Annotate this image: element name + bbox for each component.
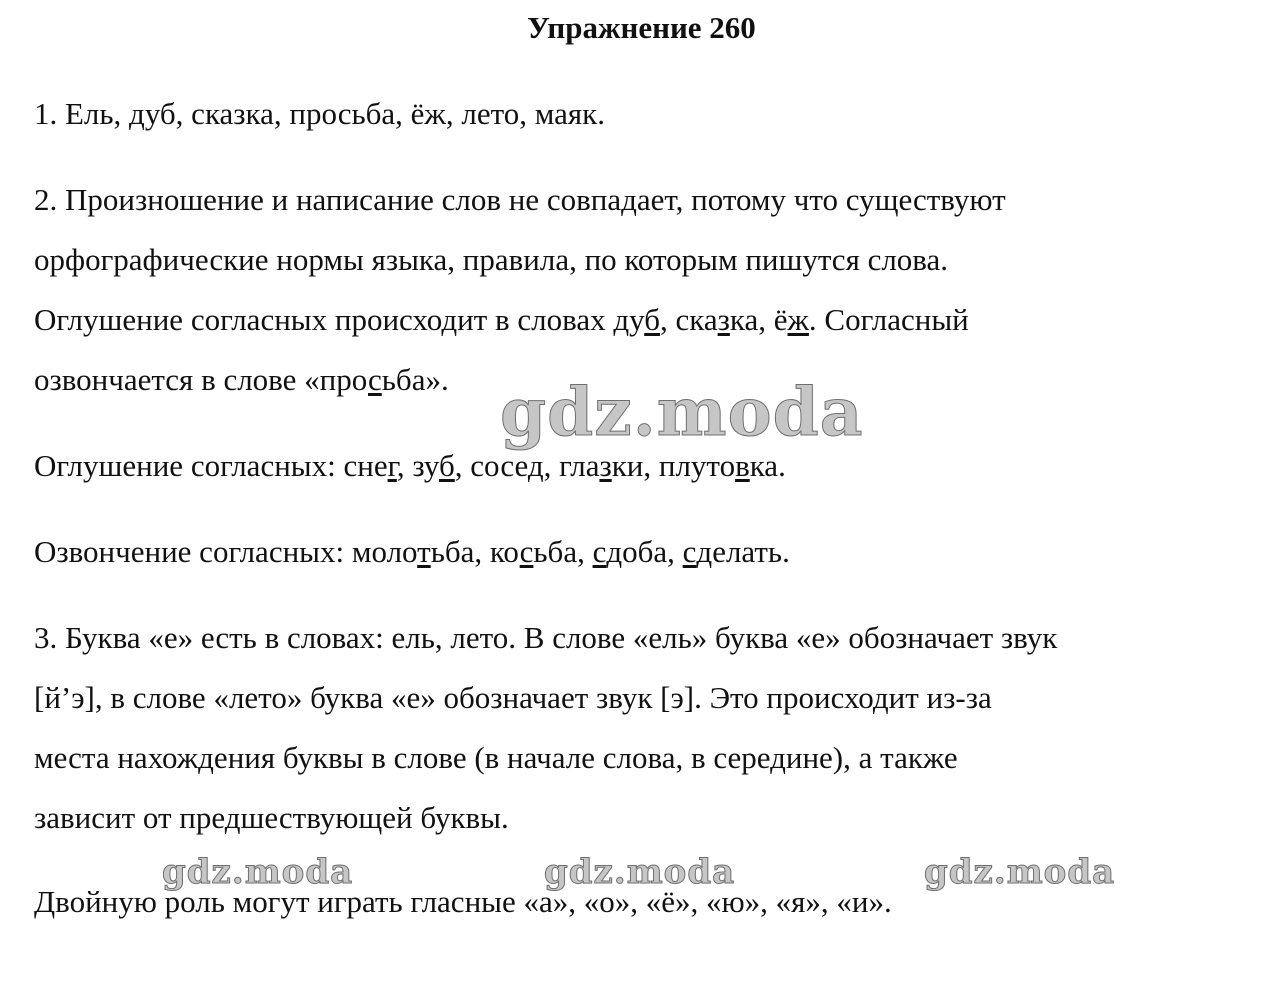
text-segment: ка. xyxy=(749,448,786,483)
text-segment: , зу xyxy=(396,448,439,483)
underlined-letter: с xyxy=(592,534,607,569)
text-segment: , сосе xyxy=(454,448,528,483)
answer-1: 1. Ель, дуб, сказка, просьба, ёж, лето, маяк. xyxy=(34,96,605,131)
answer-3-line-3: места нахождения буквы в слове (в начале слова, в середине), а также xyxy=(34,740,958,775)
watermark-large: gdz.moda xyxy=(500,373,864,451)
answer-3-line-1: 3. Буква «е» есть в словах: ель, лето. В слове «ель» буква «е» обозначает звук xyxy=(34,620,1058,655)
underlined-letter: г xyxy=(387,448,397,483)
text-segment: ка, ё xyxy=(729,302,788,337)
underlined-letter: в xyxy=(735,448,750,483)
underlined-letter: д xyxy=(527,448,544,483)
underlined-letter: т xyxy=(417,534,431,569)
text-segment: озвончается в слове «про xyxy=(34,362,369,397)
exercise-title: Упражнение 260 xyxy=(527,10,756,45)
text-segment: ьба». xyxy=(381,362,449,397)
text-segment: делать. xyxy=(696,534,790,569)
answer-3-line-4: зависит от предшествующей буквы. xyxy=(34,800,509,835)
answer-2-line-4 xyxy=(34,360,449,400)
watermark-small-center: gdz.moda xyxy=(544,852,736,892)
answer-2-line-1: 2. Произношение и написание слов не совпадает, потому что существуют xyxy=(34,182,1006,217)
text-segment: Оглушение согласных: сне xyxy=(34,448,388,483)
answer-2-line-3 xyxy=(34,300,969,340)
underlined-letter: ж xyxy=(787,302,809,337)
text-segment: ьба, xyxy=(533,534,593,569)
underlined-letter: з xyxy=(717,302,730,337)
text-segment: Оглушение согласных происходит в словах ду xyxy=(34,302,645,337)
watermark-small-right: gdz.moda xyxy=(924,852,1116,892)
text-segment: доба, xyxy=(606,534,683,569)
text-segment: , гла xyxy=(543,448,600,483)
answer-3-line-2: [й’э], в слове «лето» буква «е» обозначает звук [э]. Это происходит из-за xyxy=(34,680,992,715)
text-segment: . Согласный xyxy=(808,302,969,337)
double-role-vowels: Двойную роль могут играть гласные «а», «о», «ё», «ю», «я», «и». xyxy=(34,884,892,919)
text-segment: Озвончение согласных: моло xyxy=(34,534,418,569)
underlined-letter: б xyxy=(644,302,660,337)
underlined-letter: с xyxy=(368,362,382,397)
text-segment: , ска xyxy=(660,302,718,337)
underlined-letter: с xyxy=(682,534,697,569)
text-segment: ки, плуто xyxy=(611,448,736,483)
watermark-small-left: gdz.moda xyxy=(162,852,354,892)
underlined-letter: б xyxy=(439,448,455,483)
devoicing-examples xyxy=(34,446,786,486)
underlined-letter: с xyxy=(519,534,534,569)
answer-2-line-2: орфографические нормы языка, правила, по которым пишутся слова. xyxy=(34,242,949,277)
voicing-examples xyxy=(34,532,790,572)
text-segment: ьба, ко xyxy=(430,534,520,569)
underlined-letter: з xyxy=(599,448,612,483)
